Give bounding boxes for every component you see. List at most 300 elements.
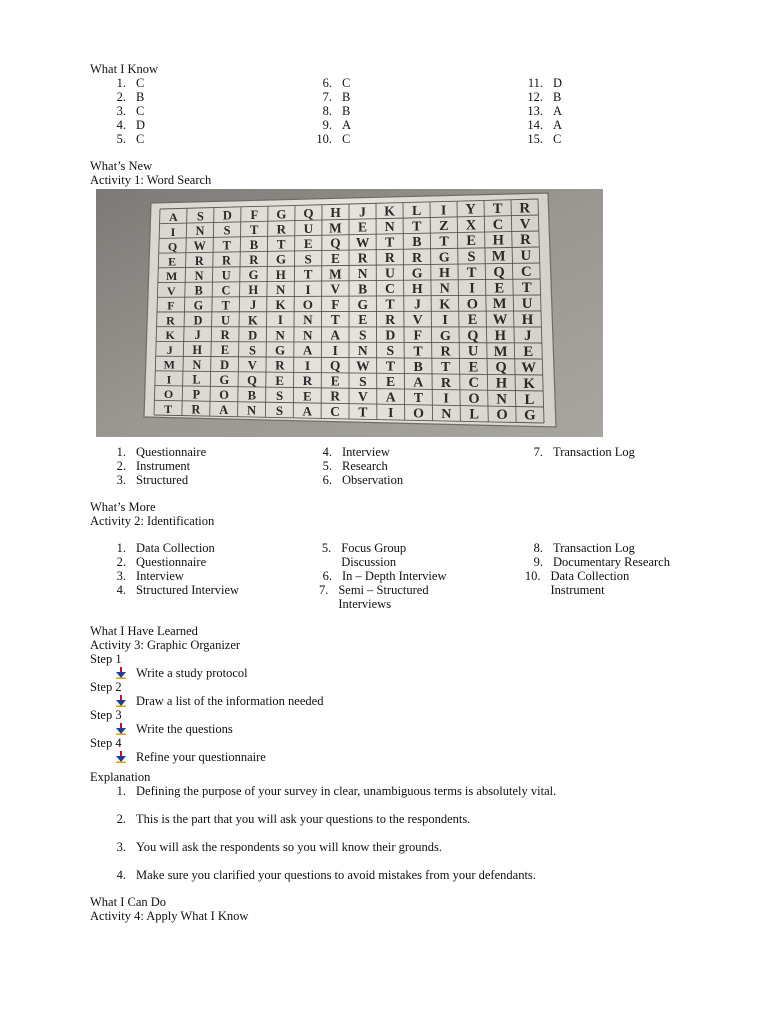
grid-letter: H [411,281,423,297]
grid-letter: I [443,390,449,407]
identification-item [521,569,671,597]
arrow-bullet-icon [116,751,126,763]
grid-letter: R [384,250,395,266]
activity-2-title: Activity 2: Identification [90,514,215,528]
grid-letter: T [276,237,286,252]
grid-letter: R [194,253,204,268]
grid-letter: O [413,406,424,422]
word-item-number: 1. [116,445,126,459]
section-title-what-i-can-do: What I Can Do [90,895,167,909]
grid-letter: R [440,374,452,391]
grid-letter: E [358,312,368,328]
grid-letter: J [414,297,421,313]
grid-letter: B [194,283,203,298]
answer-item-number: 4. [116,118,126,132]
answer-item [310,118,351,132]
word-item-number: 5. [322,459,332,473]
grid-letter: D [248,328,258,343]
grid-letter: M [492,296,507,313]
grid-letter: O [302,296,313,312]
word-item-text: Structured [136,473,189,487]
answer-item-text: B [342,104,351,118]
grid-letter: U [521,296,533,313]
answer-item-text: A [342,118,352,132]
word-column-3 [521,445,635,459]
answer-item [90,118,145,132]
grid-letter: V [330,281,341,297]
grid-letter: H [438,265,450,282]
answer-item-text: D [553,76,563,90]
grid-letter: D [222,208,232,223]
grid-letter: N [276,282,286,297]
grid-letter: W [193,239,206,254]
grid-letter: S [275,404,284,419]
grid-letter: G [524,407,536,424]
identification-item-text: Focus Group Discussion [341,541,407,569]
grid-letter: A [330,327,341,343]
section-title-what-i-have-learned: What I Have Learned [90,624,198,638]
grid-letter: E [467,312,478,329]
identification-item-text: Transaction Log [553,541,635,555]
grid-letter: B [247,388,257,403]
grid-letter: Q [303,205,314,221]
activity-3-title: Activity 3: Graphic Organizer [90,638,241,652]
grid-letter: I [305,281,311,297]
identification-item [310,541,460,569]
grid-letter: L [524,391,535,408]
section-title-whats-more: What’s More [90,500,156,514]
grid-letter: K [247,313,258,328]
step-item [90,694,690,708]
grid-letter: E [220,343,230,358]
explanation-number: 2. [116,812,126,826]
answer-column-2 [310,76,351,146]
grid-letter: I [166,372,172,387]
grid-letter: D [220,358,230,373]
grid-letter: V [166,283,176,298]
answer-item-number: 9. [322,118,332,132]
identification-item-text: Semi – Structured Interviews [338,583,429,611]
explanation-text: You will ask the respondents so you will know their grounds. [136,840,443,854]
word-item-text: Instrument [136,459,191,473]
identification-column-1 [90,541,239,597]
answer-item-text: C [136,76,145,90]
answer-item-number: 13. [527,104,543,118]
grid-letter: I [440,202,447,219]
grid-letter: F [413,328,423,344]
answer-item-text: A [553,118,563,132]
grid-letter: O [466,296,478,313]
explanation-title: Explanation [90,770,151,784]
step-item [90,666,690,680]
answer-item-number: 10. [316,132,332,146]
grid-letter: Q [247,373,257,388]
grid-letter: R [357,250,368,266]
grid-letter: A [168,210,178,225]
grid-letter: N [496,391,507,408]
grid-letter: G [275,252,286,267]
grid-letter: O [163,387,174,402]
identification-item-number: 3. [116,569,126,583]
grid-letter: T [521,280,532,297]
answer-item-text: C [136,132,145,146]
answer-item-text: C [342,132,351,146]
identification-item-number: 9. [533,555,543,569]
explanation-item [90,784,690,798]
grid-letter: N [439,280,450,297]
grid-letter: N [441,406,452,423]
grid-letter: R [166,313,175,328]
step-text: Write a study protocol [136,666,248,680]
grid-letter: W [521,359,537,376]
grid-letter: R [385,312,396,328]
grid-letter: Q [495,359,507,376]
grid-letter: H [492,232,505,249]
answer-item-number: 1. [116,76,126,90]
grid-letter: U [220,313,230,328]
grid-letter: N [357,265,368,281]
grid-letter: E [168,254,177,269]
grid-letter: T [412,219,422,235]
answer-item-text: D [136,118,146,132]
identification-item-number: 1. [116,541,126,555]
identification-item-text: Questionnaire [136,555,207,569]
explanation-number: 4. [116,868,126,882]
grid-letter: E [358,219,368,235]
answer-item-text: C [342,76,351,90]
word-item [310,445,403,459]
grid-letter: I [170,224,176,239]
identification-item-text: In – Depth Interview [342,569,447,583]
grid-letter: A [413,375,424,391]
grid-letter: K [275,298,286,313]
explanation-text: Defining the purpose of your survey in clear, unambiguous terms is absolutely vital. [136,784,557,798]
grid-letter: S [359,373,367,389]
grid-letter: I [304,357,311,373]
word-item-text: Observation [342,473,404,487]
grid-letter: E [466,233,476,250]
grid-letter: R [519,200,531,217]
answer-item [90,104,145,118]
answer-item [521,76,562,90]
grid-letter: E [385,374,396,390]
grid-letter: H [330,205,341,221]
grid-letter: R [302,373,313,389]
grid-letter: S [304,251,312,267]
grid-letter: E [303,236,313,252]
grid-letter: B [412,235,422,251]
answer-item [90,76,145,90]
grid-letter: R [249,253,259,268]
word-search-photo [96,189,603,437]
answer-item [310,132,351,146]
grid-letter: B [413,359,423,375]
grid-letter: C [221,283,231,298]
grid-letter: C [385,281,395,297]
grid-letter: H [521,312,534,329]
identification-item [310,583,460,611]
answer-item [90,132,145,146]
grid-letter: Q [330,358,341,374]
step-text: Refine your questionnaire [136,750,266,764]
grid-letter: D [385,327,396,343]
grid-letter: V [247,358,257,373]
answer-item [90,90,145,104]
explanation-item [90,840,690,854]
step-item [90,750,690,764]
grid-letter: H [192,343,203,358]
grid-letter: E [494,280,505,297]
answer-item [310,76,351,90]
identification-item-number: 4. [116,583,126,597]
grid-letter: U [467,343,479,360]
grid-letter: X [465,217,477,234]
grid-letter: E [523,343,534,360]
grid-letter: J [359,204,366,220]
grid-letter: T [466,264,477,281]
grid-letter: W [356,358,370,374]
answer-column-1 [90,76,145,146]
grid-letter: T [222,238,231,253]
grid-letter: J [166,342,173,357]
grid-letter: J [524,327,532,344]
grid-letter: N [194,268,204,283]
grid-letter: V [519,216,531,233]
word-column-2 [310,445,403,487]
grid-letter: J [249,298,257,313]
identification-item-number: 6. [322,569,332,583]
section-title-what-i-know: What I Know [90,62,159,76]
grid-letter: G [438,249,450,266]
grid-letter: D [193,313,203,328]
answer-item-number: 14. [527,118,543,132]
grid-letter: O [468,390,480,407]
grid-letter: T [385,358,396,374]
identification-item [90,555,239,569]
arrow-bullet-icon [116,723,126,735]
grid-letter: G [275,343,286,358]
grid-letter: A [219,402,229,417]
answer-item-text: B [136,90,145,104]
grid-letter: T [441,359,451,376]
grid-letter: K [439,296,451,313]
grid-letter: E [302,388,312,404]
grid-letter: M [163,357,175,372]
grid-letter: G [193,298,204,313]
grid-letter: T [164,401,173,416]
grid-letter: M [329,266,342,282]
answer-item [521,90,562,104]
identification-item [310,569,460,583]
word-column-1 [90,445,206,487]
grid-letter: Y [465,201,476,218]
step-label: Step 3 [90,708,122,722]
identification-answers [90,541,690,611]
grid-letter: R [276,222,286,237]
grid-letter: F [167,298,175,313]
grid-letter: S [386,343,395,359]
step-label: Step 2 [90,680,122,694]
identification-item-number: 8. [533,541,543,555]
identification-item-number: 5. [321,541,332,555]
document-page [90,62,690,923]
answer-item-text: C [553,132,562,146]
identification-item-number: 10. [524,569,541,583]
identification-item [521,555,671,569]
grid-letter: U [303,220,314,236]
grid-letter: J [194,328,201,343]
grid-letter: M [491,248,506,265]
identification-column-3 [521,541,671,597]
word-item [90,459,206,473]
answer-item-number: 8. [322,104,332,118]
word-item-number: 7. [533,445,543,459]
answer-item-text: B [342,90,351,104]
answer-item-number: 5. [116,132,126,146]
grid-letter: T [330,312,340,328]
grid-letter: N [195,224,205,239]
grid-letter: Q [493,264,505,281]
grid-letter: Q [167,239,178,254]
identification-item [90,583,239,597]
answer-item-number: 15. [527,132,543,146]
grid-letter: H [275,267,286,282]
grid-letter: R [520,232,531,249]
identification-item-text: Structured Interview [136,583,240,597]
explanation-text: Make sure you clarified your questions to avoid mistakes from your defendants. [136,868,536,882]
grid-letter: N [275,328,285,343]
grid-letter: S [248,343,256,358]
grid-letter: E [330,250,340,266]
grid-letter: N [384,219,395,235]
grid-letter: M [166,269,178,284]
identification-item-text: Data Collection Instrument [550,569,630,597]
word-item-number: 6. [322,473,332,487]
word-search-grid [96,189,603,437]
grid-letter: L [192,372,201,387]
grid-letter: I [388,405,394,421]
answer-item [521,104,562,118]
grid-letter: S [223,223,231,238]
answer-item [521,132,562,146]
grid-letter: S [467,248,476,265]
grid-letter: T [492,201,503,218]
identification-item-text: Interview [136,569,184,583]
identification-column-2 [310,541,460,611]
grid-letter: U [384,265,395,281]
answer-item-number: 7. [322,90,332,104]
word-item [90,445,206,459]
explanation-number: 3. [116,840,126,854]
grid-letter: F [331,296,340,312]
graphic-organizer-steps [90,652,690,764]
grid-letter: T [358,404,368,420]
grid-letter: M [329,220,342,236]
grid-letter: R [275,358,285,373]
grid-letter: I [332,342,338,358]
grid-letter: E [330,373,340,389]
grid-letter: S [276,388,284,403]
grid-letter: K [523,375,535,392]
word-item-number: 4. [322,445,332,459]
grid-letter: G [248,268,259,283]
grid-letter: G [276,207,287,222]
grid-letter: H [248,283,259,298]
explanation-list [90,784,690,882]
grid-letter: T [413,391,424,407]
identification-item-text: Documentary Research [553,555,670,569]
grid-letter: E [275,373,285,388]
grid-letter: B [358,281,368,297]
grid-letter: T [439,233,449,250]
step-label: Step 4 [90,736,122,750]
grid-letter: U [520,248,532,265]
grid-letter: R [440,343,451,360]
grid-letter: T [385,234,395,250]
word-item-number: 3. [116,473,126,487]
grid-letter: N [247,403,257,418]
grid-letter: G [439,327,451,344]
grid-letter: L [411,204,422,220]
grid-letter: T [303,266,313,282]
grid-letter: N [303,312,313,328]
grid-letter: I [442,312,448,329]
grid-letter: C [520,264,532,281]
grid-letter: R [191,402,201,417]
grid-letter: S [196,209,204,224]
grid-letter: H [494,327,507,344]
grid-letter: T [413,344,423,360]
grid-letter: C [492,216,504,233]
explanation-item [90,868,690,882]
explanation-text: This is the part that you will ask your questions to the respondents. [136,812,471,826]
word-item-text: Transaction Log [553,445,635,459]
grid-letter: M [493,343,508,360]
grid-letter: A [302,403,312,419]
grid-letter: I [469,280,475,297]
grid-letter: N [302,327,313,343]
word-item-text: Questionnaire [136,445,207,459]
answer-item-number: 6. [322,76,332,90]
grid-letter: F [250,208,259,223]
grid-letter: T [221,298,230,313]
word-search-answers [90,445,690,487]
identification-item [90,569,239,583]
grid-letter: S [359,327,367,343]
grid-letter: W [355,235,370,251]
grid-letter: P [192,387,201,402]
grid-letter: A [302,342,313,358]
grid-letter: C [330,404,340,420]
grid-letter: U [221,268,231,283]
grid-letter: A [385,389,396,405]
answer-item-text: A [553,104,563,118]
explanation-number: 1. [116,784,126,798]
answer-item-number: 3. [116,104,126,118]
grid-letter: T [385,296,395,312]
word-item [521,445,635,459]
section-title-whats-new: What’s New [90,159,153,173]
word-item [310,473,403,487]
grid-letter: V [358,389,368,405]
activity-1-title: Activity 1: Word Search [90,173,212,187]
answer-item-number: 2. [116,90,126,104]
grid-letter: K [165,328,175,343]
grid-letter: K [384,203,395,219]
grid-letter: O [219,388,229,403]
grid-letter: Q [467,327,479,344]
identification-item [90,541,239,555]
